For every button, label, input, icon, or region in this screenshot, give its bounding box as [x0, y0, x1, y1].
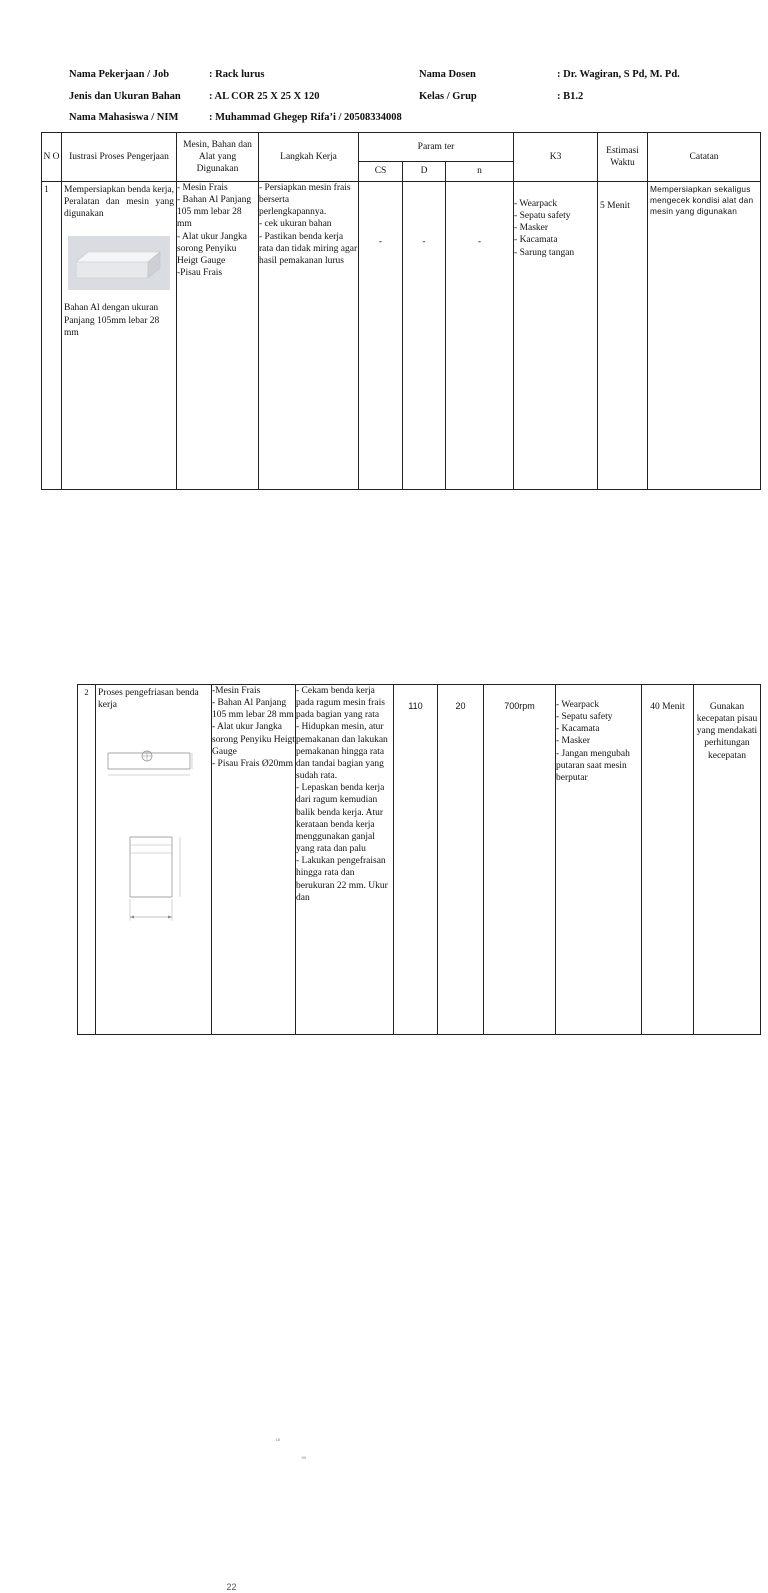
illustration-text: Mempersiapkan benda kerja, Peralatan dan mesin yang digunakan: [62, 182, 176, 222]
list-item: - Alat ukur Jangka sorong Penyiku Heigt Gauge: [212, 721, 295, 757]
col-k3-header: K3: [514, 133, 598, 182]
list-item: - Lepaskan benda kerja dari ragum kemudian balik benda kerja. Atur kerataan benda kerja menggunakan ganjal yang rata dan palu: [296, 782, 393, 855]
list-item: - Pisau Frais Ø20mm: [212, 758, 295, 770]
list-item: - Sepatu safety: [514, 210, 597, 222]
student-value: : Muhammad Ghegep Rifa’i / 20508334008: [209, 112, 402, 123]
lecturer-label: Nama Dosen: [419, 69, 476, 80]
material-caption: Bahan Al dengan ukuran Panjang 105mm lebar 28 mm: [62, 300, 176, 340]
n-value: -: [446, 234, 513, 250]
aluminium-block-image: [68, 236, 170, 290]
notes-text: Mempersiapkan sekaligus mengecek kondisi alat dan mesin yang digunakan: [648, 182, 760, 220]
dimension-height-label: 15: [276, 1437, 280, 1442]
tools-list: [177, 182, 258, 279]
list-item: - Bahan Al Panjang 105 mm lebar 28 mm: [212, 697, 295, 721]
steps-list: [296, 685, 393, 904]
job-sheet-table-1: [41, 132, 761, 490]
class-label: Kelas / Grup: [419, 91, 477, 102]
list-item: - Mesin Frais: [177, 182, 258, 194]
list-item: - Bahan Al Panjang 105 mm lebar 28 mm: [177, 194, 258, 230]
col-parameter-header: Param ter: [359, 133, 514, 162]
list-item: - cek ukuran bahan: [259, 218, 358, 230]
illustration-text: Proses pengefriasan benda kerja: [96, 685, 211, 713]
col-time-header: Estimasi Waktu: [598, 133, 648, 182]
col-steps-header: Langkah Kerja: [259, 133, 359, 182]
col-d-header: D: [403, 162, 446, 182]
list-item: - Sarung tangan: [514, 247, 597, 259]
dimension-width-label: 22: [227, 1582, 237, 1593]
notes-text: Gunakan kecepatan pisau yang mendakati perhitungan kecepatan: [694, 699, 760, 764]
list-item: - Masker: [514, 222, 597, 234]
lecturer-value: : Dr. Wagiran, S Pd, M. Pd.: [557, 69, 680, 80]
job-value: : Rack lurus: [209, 69, 264, 80]
col-cs-header: CS: [359, 162, 403, 182]
steps-list: [259, 182, 358, 267]
row-number: 2: [78, 685, 95, 700]
list-item: -Pisau Frais: [177, 267, 258, 279]
list-item: - Pastikan benda kerja rata dan tidak miring agar hasil pemakanan lurus: [259, 231, 358, 267]
list-item: -Mesin Frais: [212, 685, 295, 697]
col-n-header: n: [446, 162, 514, 182]
material-label: Jenis dan Ukuran Bahan: [69, 91, 181, 102]
list-item: - Cekam benda kerja pada ragum mesin frais pada bagian yang rata: [296, 685, 393, 721]
list-item: - Lakukan pengefraisan hingga rata dan berukuran 22 mm. Ukur dan: [296, 855, 393, 904]
k3-list: [556, 699, 641, 784]
k3-list: [514, 198, 597, 259]
list-item: - Sepatu safety: [556, 711, 641, 723]
table-row: [78, 685, 761, 1035]
class-value: : B1.2: [557, 91, 583, 102]
d-value: -: [403, 234, 445, 250]
col-no-header: N O: [42, 133, 62, 182]
list-item: - Kacamata: [556, 723, 641, 735]
cs-value: 110: [394, 699, 437, 715]
row-number: 1: [42, 182, 61, 198]
list-item: - Jangan mengubah putaran saat mesin berputar: [556, 748, 641, 784]
list-item: - Kacamata: [514, 234, 597, 246]
list-item: - Alat ukur Jangka sorong Penyiku Heigt Gauge: [177, 231, 258, 267]
list-item: - Masker: [556, 735, 641, 747]
d-value: 20: [438, 699, 483, 715]
list-item: - Wearpack: [556, 699, 641, 711]
n-value: 700rpm: [484, 699, 555, 715]
time-value: 5 Menit: [598, 198, 647, 214]
col-notes-header: Catatan: [648, 133, 761, 182]
student-label: Nama Mahasiswa / NIM: [69, 112, 178, 123]
col-illustration-header: Iustrasi Proses Pengerjaan: [62, 133, 177, 182]
tools-list: [212, 685, 295, 770]
cs-value: -: [359, 234, 402, 250]
list-item: - Wearpack: [514, 198, 597, 210]
col-tools-header: Mesin, Bahan dan Alat yang Digunakan: [177, 133, 259, 182]
job-label: Nama Pekerjaan / Job: [69, 69, 169, 80]
list-item: - Hidupkan mesin, atur pemakanan dan lakukan pemakanan hingga rata dan tandai bagian yang sudah rata.: [296, 721, 393, 782]
technical-drawing: [100, 727, 211, 931]
time-value: 40 Menit: [642, 699, 693, 715]
job-sheet-table-2: [77, 684, 761, 1035]
material-value: : AL COR 25 X 25 X 120: [209, 91, 320, 102]
table-row: [42, 182, 761, 490]
list-item: - Persiapkan mesin frais berserta perlengkapannya.: [259, 182, 358, 218]
dimension-length-label: 90: [302, 1455, 306, 1460]
